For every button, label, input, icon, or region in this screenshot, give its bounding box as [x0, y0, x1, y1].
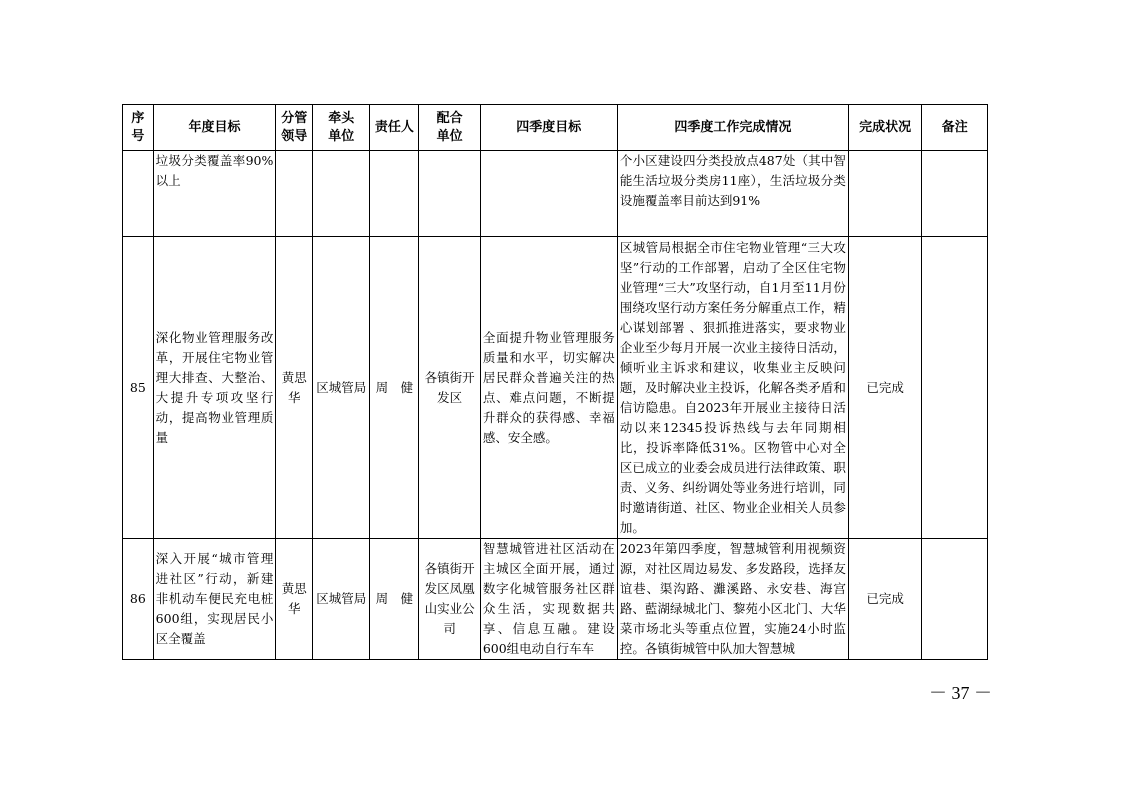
row-person: 周 健 — [370, 237, 419, 539]
row-person — [370, 151, 419, 237]
table-header-row — [123, 105, 988, 151]
row-done: 已完成 — [848, 539, 922, 660]
header-annual-goal: 年度目标 — [153, 105, 276, 151]
header-lead-unit: 牵头 单位 — [313, 105, 370, 151]
row-coop — [419, 151, 480, 237]
row-done: 已完成 — [848, 237, 922, 539]
header-remark: 备注 — [922, 105, 988, 151]
row-leader: 黄思华 — [276, 237, 313, 539]
row-leader: 黄思华 — [276, 539, 313, 660]
header-leader: 分管 领导 — [276, 105, 313, 151]
row-no: 86 — [123, 539, 154, 660]
work-progress-table — [122, 104, 988, 660]
row-q4-goal: 全面提升物业管理服务质量和水平，切实解决居民群众普遍关注的热点、难点问题，不断提升群众的获得感、幸福感、安全感。 — [480, 237, 617, 539]
row-remark — [922, 237, 988, 539]
row-coop: 各镇街开发区 — [419, 237, 480, 539]
row-q4-status: 区城管局根据全市住宅物业管理“三大攻坚”行动的工作部署，启动了全区住宅物业管理“三大”攻坚行动，自1月至11月份围绕攻坚行动方案任务分解重点工作，精心谋划部署 、狠抓推进落实，要求物业企业至少每月开展一次业主接待日活动，倾听业主诉求和建议，收集业主反映问题，及时解决业主投诉，化解各类矛盾和信访隐患。自2023年开展业主接待日活动以来12345投诉热线与去年同期相比，投诉率降低31%。区物管中心对全区已成立的业委会成员进行法律政策、职责、义务、纠纷调处等业务进行培训，同时邀请街道、社区、物业企业相关人员参加。 — [617, 237, 848, 539]
row-remark — [922, 539, 988, 660]
table-row — [123, 539, 988, 660]
table-row — [123, 151, 988, 237]
header-coop-unit: 配合 单位 — [419, 105, 480, 151]
row-remark — [922, 151, 988, 237]
row-unit: 区城管局 — [313, 237, 370, 539]
header-completion: 完成状况 — [848, 105, 922, 151]
header-no: 序 号 — [123, 105, 154, 151]
row-coop: 各镇街开发区凤凰山实业公司 — [419, 539, 480, 660]
row-person: 周 健 — [370, 539, 419, 660]
row-no: 85 — [123, 237, 154, 539]
row-q4-status: 个小区建设四分类投放点487处（其中智能生活垃圾分类房11座），生活垃圾分类设施覆盖率目前达到91% — [617, 151, 848, 237]
header-responsible: 责任人 — [370, 105, 419, 151]
row-goal: 深化物业管理服务改革，开展住宅物业管理大排查、大整治、大提升专项攻坚行动，提高物业管理质量 — [153, 237, 276, 539]
row-unit: 区城管局 — [313, 539, 370, 660]
row-goal: 垃圾分类覆盖率90%以上 — [153, 151, 276, 237]
row-goal: 深入开展“城市管理进社区”行动，新建非机动车便民充电桩600组，实现居民小区全覆盖 — [153, 539, 276, 660]
page-number: － 37 － — [929, 683, 992, 703]
row-no — [123, 151, 154, 237]
row-done — [848, 151, 922, 237]
header-q4-status: 四季度工作完成情况 — [617, 105, 848, 151]
table-row — [123, 237, 988, 539]
row-q4-goal — [480, 151, 617, 237]
row-unit — [313, 151, 370, 237]
row-leader — [276, 151, 313, 237]
row-q4-goal: 智慧城管进社区活动在主城区全面开展，通过数字化城管服务社区群众生活，实现数据共享、信息互融。建设600组电动自行车车 — [480, 539, 617, 660]
row-q4-status: 2023年第四季度，智慧城管利用视频资源，对社区周边易发、多发路段，选择友谊巷、渠沟路、灘溪路、永安巷、海宫路、藍湖绿城北门、黎苑小区北门、大华菜市场北头等重点位置，实施24小时监控。各镇街城管中队加大智慧城 — [617, 539, 848, 660]
header-q4-goal: 四季度目标 — [480, 105, 617, 151]
